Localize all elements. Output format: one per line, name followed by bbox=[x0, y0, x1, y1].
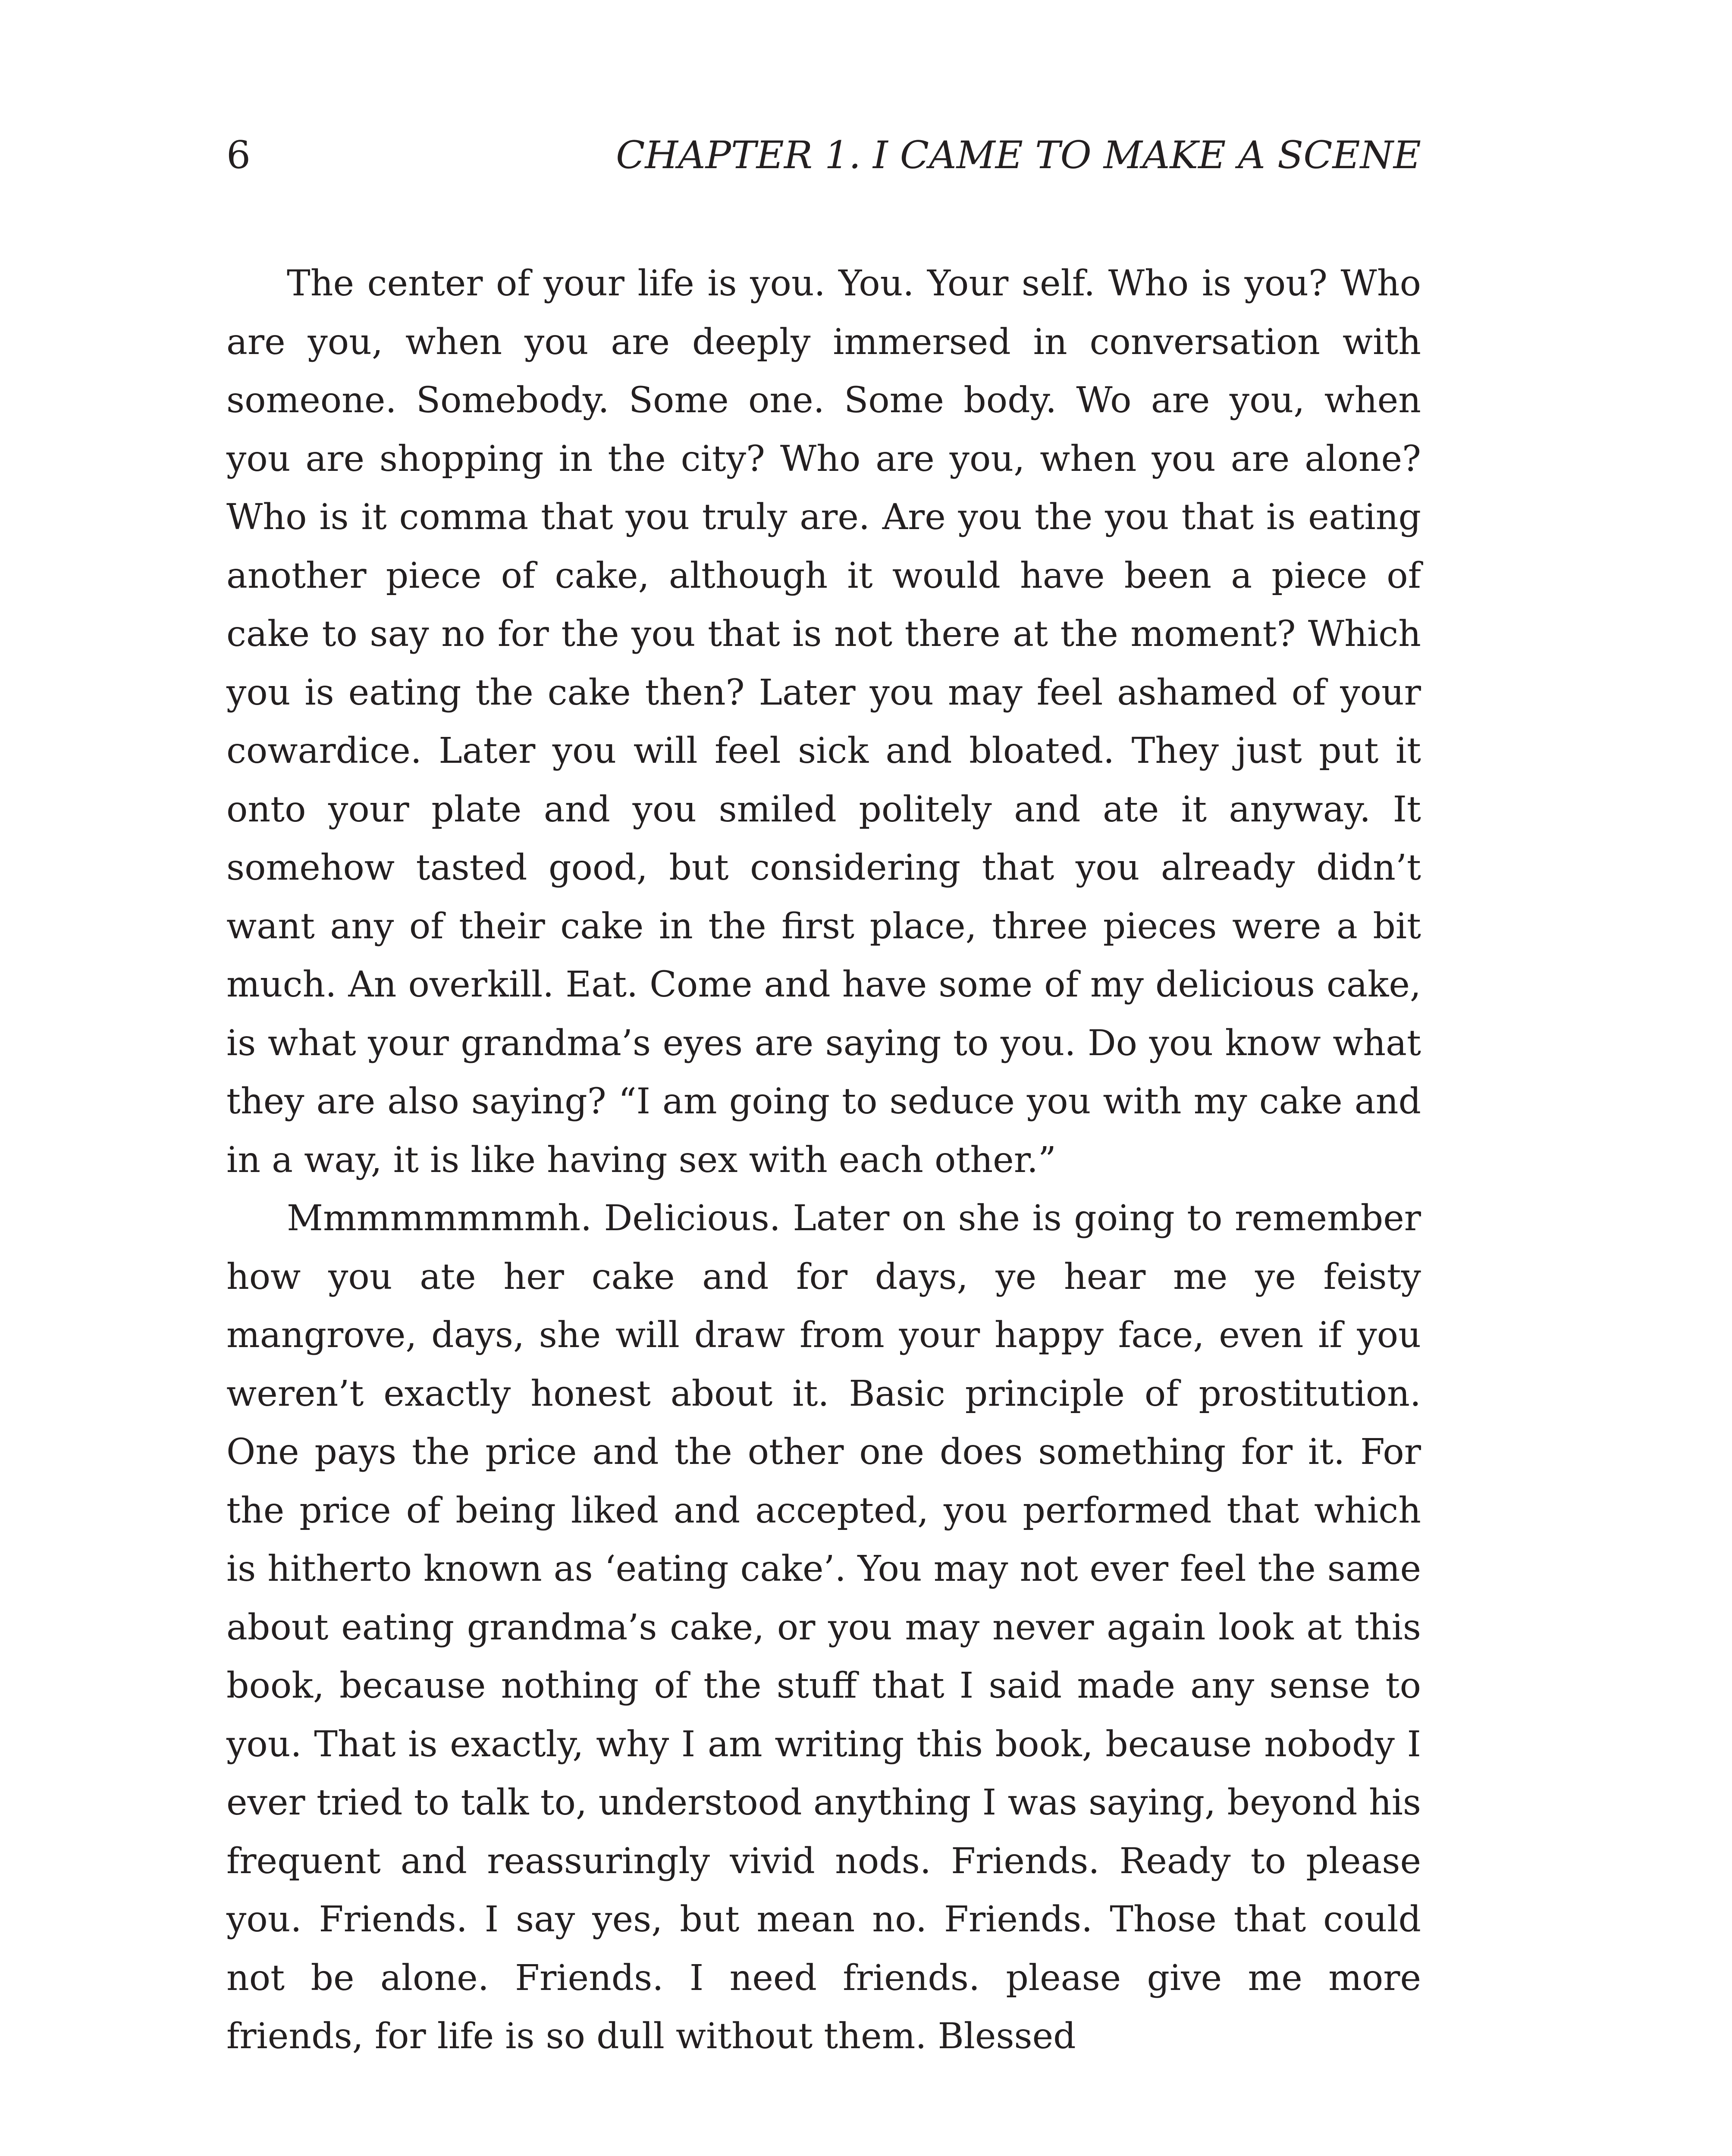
page-number: 6 bbox=[226, 133, 251, 177]
body-text bbox=[226, 254, 1421, 2066]
paragraph-1: The center of your life is you. You. Your self. Who is you? Who are you, when you are deeply immersed in conversation with someone. Somebody. Some one. Some body. Wo are you, when you are shopping in the city? Who are you, when you are alone? Who is it comma that you truly are. Are you the you that is eating another piece of cake, although it would have been a piece of cake to say no for the you that is not there at the moment? Which you is eating the cake then? Later you may feel ashamed of your cowardice. Later you will feel sick and bloated. They just put it onto your plate and you smiled politely and ate it anyway. It somehow tasted good, but considering that you already didn’t want any of their cake in the first place, three pieces were a bit much. An overkill. Eat. Come and have some of my delicious cake, is what your grandma’s eyes are saying to you. Do you know what they are also saying? “I am going to seduce you with my cake and in a way, it is like having sex with each other.” bbox=[226, 263, 1421, 1181]
running-header bbox=[226, 125, 1421, 185]
chapter-title: CHAPTER 1. I CAME TO MAKE A SCENE bbox=[616, 133, 1421, 177]
paragraph-2: Mmmmmmmmh. Delicious. Later on she is going to remember how you ate her cake and for days, ye hear me ye feisty mangrove, days, she will draw from your happy face, even if you weren’t exactly honest about it. Basic principle of prostitution. One pays the price and the other one does something for it. For the price of being liked and accepted, you performed that which is hitherto known as ‘eating cake’. You may not ever feel the same about eating grandma’s cake, or you may never again look at this book, because nothing of the stuff that I said made any sense to you. That is exactly, why I am writing this book, because nobody I ever tried to talk to, understood anything I was saying, beyond his frequent and reassuringly vivid nods. Friends. Ready to please you. Friends. I say yes, but mean no. Friends. Those that could not be alone. Friends. I need friends. please give me more friends, for life is so dull without them. Blessed bbox=[226, 1198, 1421, 2057]
